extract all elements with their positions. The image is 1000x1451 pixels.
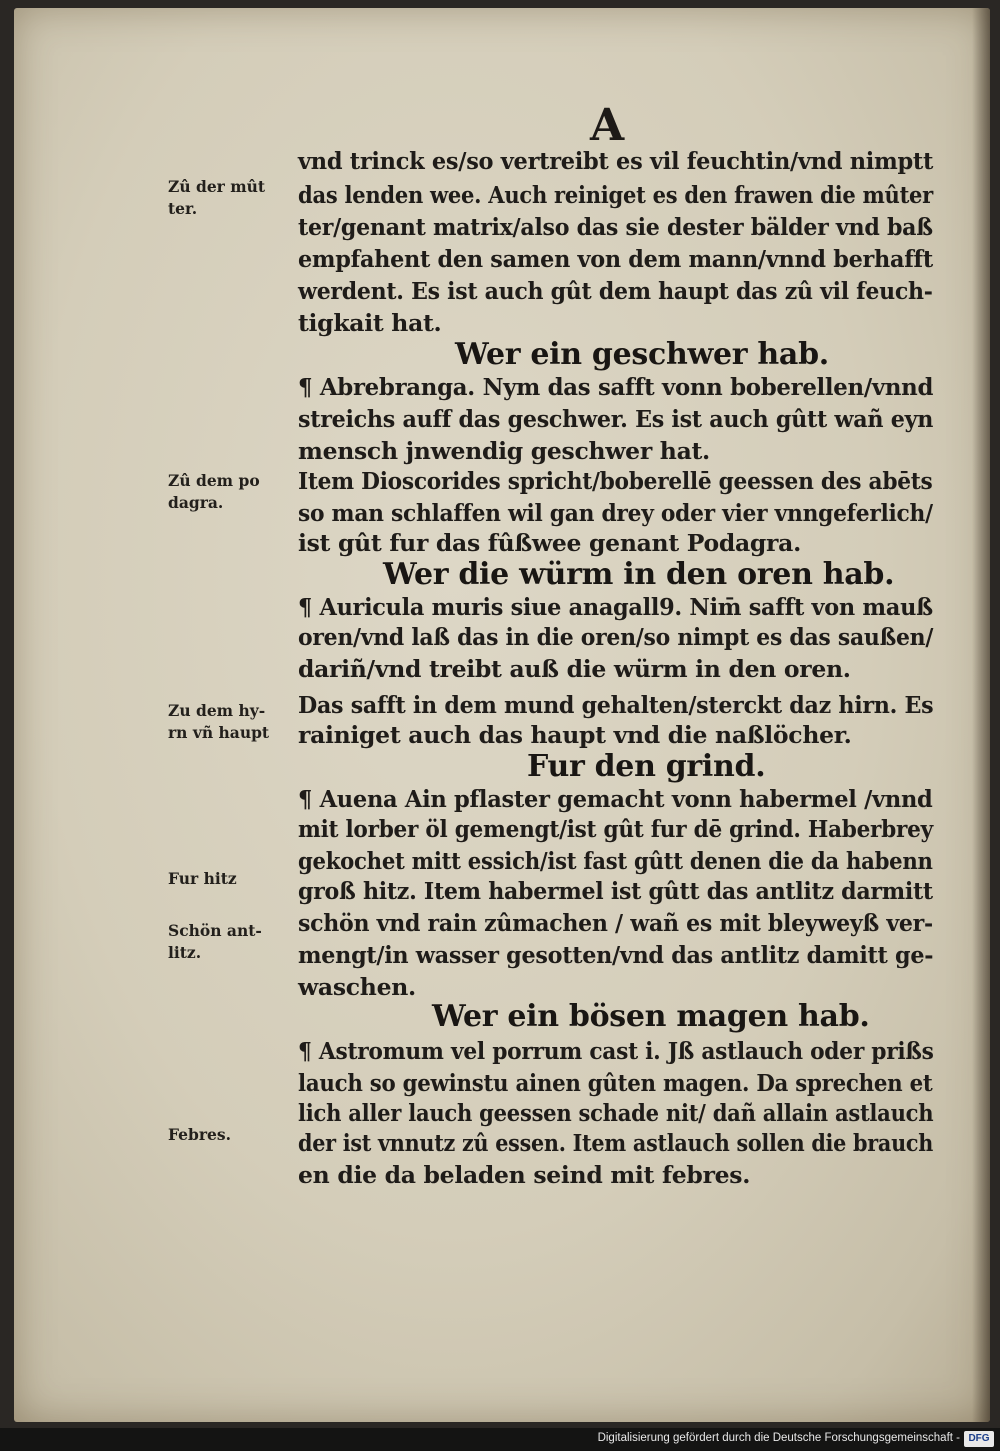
- margin-note: Schön ant- litz.: [168, 921, 262, 962]
- text-line: Item Dioscorides spricht/boberellē geessen des abēts: [298, 467, 933, 495]
- text-line: ter/genant matrix/also das sie dester bälder vnd baß: [298, 213, 933, 241]
- text-line: der ist vnnutz zû essen. Item astlauch sollen die brauch: [298, 1129, 934, 1157]
- text-line: ¶ Astromum vel porrum cast i. Jß astlauch oder prißs: [298, 1037, 934, 1065]
- margin-note: Febres.: [168, 1125, 232, 1144]
- text-line: Das safft in dem mund gehalten/sterckt daz hirn. Es: [298, 691, 934, 719]
- text-line: empfahent den samen von dem mann/vnnd berhafft: [298, 245, 933, 273]
- text-line: schön vnd rain zûmachen / wañ es mit bleyweyß ver-: [298, 909, 933, 937]
- text-line: waschen.: [298, 973, 416, 1001]
- text-line: streichs auff das geschwer. Es ist auch gûtt wañ eyn: [298, 405, 934, 433]
- text-line: das lenden wee. Auch reiniget es den frawen die mûter: [298, 181, 933, 209]
- text-line: rainiget auch das haupt vnd die naßlöcher.: [298, 721, 852, 749]
- text-line: ist gût fur das fûßwee genant Podagra.: [298, 529, 801, 557]
- text-line: dariñ/vnd treibt auß die würm in den oren.: [298, 655, 851, 683]
- text-line: mit lorber öl gemengt/ist gût fur dē grind. Haberbrey: [298, 815, 933, 843]
- text-line: oren/vnd laß das in die oren/so nimpt es das saußen/: [298, 623, 934, 651]
- margin-note: Zû der mût ter.: [168, 177, 266, 218]
- text-line: tigkait hat.: [298, 309, 442, 337]
- section-heading: Wer die würm in den oren hab.: [383, 557, 895, 592]
- page-edge-shadow: [972, 8, 990, 1422]
- text-line: vnd trinck es/so vertreibt es vil feuchtin/vnd nimptt: [298, 147, 934, 175]
- margin-note: Fur hitz: [168, 869, 237, 888]
- margin-note: Zu dem hy- rn vñ haupt: [168, 701, 270, 742]
- dfg-logo: DFG: [964, 1431, 994, 1447]
- text-line: ¶ Abrebranga. Nym das safft vonn boberellen/vnnd: [298, 373, 934, 401]
- section-heading: Wer ein geschwer hab.: [455, 337, 829, 372]
- text-line: mengt/in wasser gesotten/vnd das antlitz damitt ge-: [298, 941, 934, 969]
- section-heading: Fur den grind.: [527, 749, 766, 784]
- text-line: ¶ Auricula muris siue anagall9. Nim̄ safft von mauß: [298, 593, 933, 621]
- footer-bar: [0, 1428, 1000, 1451]
- text-line: lauch so gewinstu ainen gûten magen. Da sprechen et: [298, 1069, 933, 1097]
- text-line: mensch jnwendig geschwer hat.: [298, 437, 710, 465]
- footer-credit: Digitalisierung gefördert durch die Deutsche Forschungsgemeinschaft -: [597, 1432, 960, 1444]
- text-line: en die da beladen seind mit febres.: [298, 1161, 751, 1189]
- text-line: groß hitz. Item habermel ist gûtt das antlitz darmitt: [298, 877, 933, 905]
- text-line: so man schlaffen wil gan drey oder vier vnngeferlich/: [298, 499, 933, 527]
- section-heading: Wer ein bösen magen hab.: [432, 999, 870, 1034]
- margin-note: Zû dem po dagra.: [168, 471, 260, 512]
- text-line: werdent. Es ist auch gût dem haupt das zû vil feuch-: [298, 277, 933, 305]
- text-line: ¶ Auena Ain pflaster gemacht vonn habermel /vnnd: [298, 785, 933, 813]
- text-line: lich aller lauch geessen schade nit/ dañ allain astlauch: [298, 1099, 934, 1127]
- signature-mark: A: [590, 100, 625, 151]
- text-line: gekochet mitt essich/ist fast gûtt denen die da habenn: [298, 847, 933, 875]
